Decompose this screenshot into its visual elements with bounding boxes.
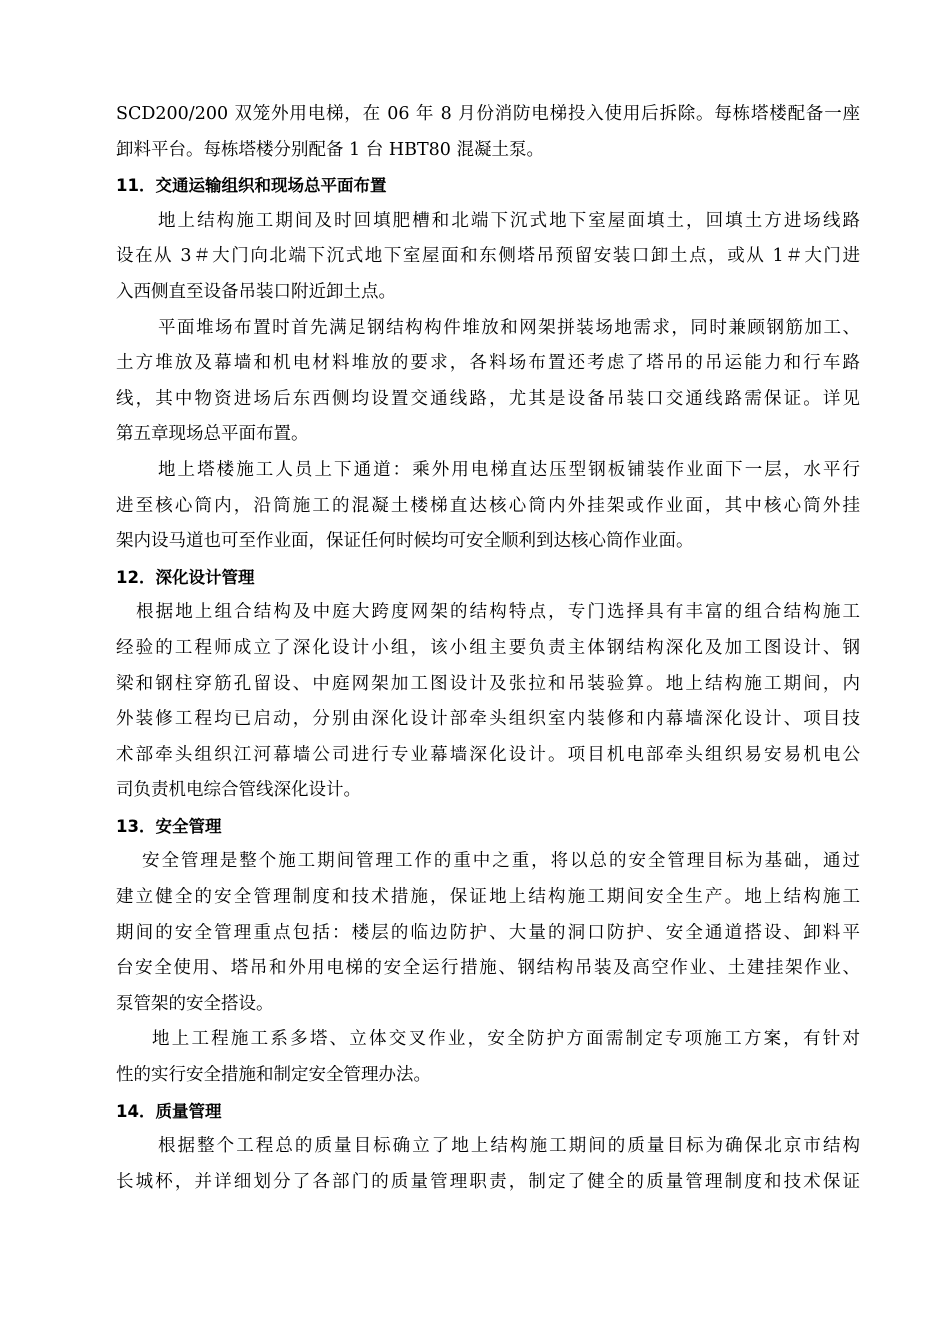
paragraph-line: 性的实行安全措施和制定安全管理办法。 <box>116 1065 431 1086</box>
paragraph-line: 建立健全的安全管理制度和技术措施，保证地上结构施工期间安全生产。地上结构施工 <box>116 887 860 908</box>
paragraph <box>116 311 860 453</box>
paragraph-line: 线，其中物资进场后东西侧均设置交通线路，尤其是设备吊装口交通线路需保证。详见 <box>116 388 860 409</box>
paragraph-line: 根据整个工程总的质量目标确立了地上结构施工期间的质量目标为确保北京市结构 <box>158 1136 860 1157</box>
paragraph-line: 梁和钢柱穿筋孔留设、中庭网架加工图设计及张拉和吊装验算。地上结构施工期间，内 <box>116 673 860 694</box>
paragraph-line: 卸料平台。每栋塔楼分别配备 1 台 HBT80 混凝土泵。 <box>116 139 544 160</box>
paragraph <box>116 97 860 168</box>
paragraph-line: 地上工程施工系多塔、立体交叉作业，安全防护方面需制定专项施工方案，有针对 <box>152 1029 860 1050</box>
paragraph-line: 术部牵头组织江河幕墙公司进行专业幕墙深化设计。项目机电部牵头组织易安易机电公 <box>116 744 860 765</box>
paragraph-line: SCD200/200 双笼外用电梯，在 06 年 8 月份消防电梯投入使用后拆除。每栋塔楼配备一座 <box>116 104 860 124</box>
paragraph-line: 土方堆放及幕墙和机电材料堆放的要求，各料场布置还考虑了塔吊的吊运能力和行车路 <box>116 353 860 374</box>
section-heading: 12．深化设计管理 <box>116 567 255 587</box>
paragraph-line: 期间的安全管理重点包括：楼层的临边防护、大量的洞口防护、安全通道搭设、卸料平 <box>116 922 860 943</box>
section-heading: 11．交通运输组织和现场总平面布置 <box>116 176 387 196</box>
paragraph <box>116 1129 860 1200</box>
paragraph <box>116 453 860 560</box>
paragraph-line: 外装修工程均已启动，分别由深化设计部牵头组织室内装修和内幕墙深化设计、项目技 <box>116 709 860 730</box>
paragraph-line: 安全管理是整个施工期间管理工作的重中之重，将以总的安全管理目标为基础，通过 <box>142 851 860 872</box>
paragraph-line: 地上塔楼施工人员上下通道：乘外用电梯直达压型钢板铺装作业面下一层，水平行 <box>158 459 860 480</box>
paragraph-line: 第五章现场总平面布置。 <box>116 424 309 445</box>
paragraph-line: 设在从 3＃大门向北端下沉式地下室屋面和东侧塔吊预留安装口卸土点，或从 1＃大门进 <box>116 246 860 267</box>
paragraph-line: 平面堆场布置时首先满足钢结构构件堆放和网架拼装场地需求，同时兼顾钢筋加工、 <box>158 317 860 338</box>
paragraph-line: 架内设马道也可至作业面，保证任何时候均可安全顺利到达核心筒作业面。 <box>116 531 694 552</box>
paragraph-line: 根据地上组合结构及中庭大跨度网架的结构特点，专门选择具有丰富的组合结构施工 <box>136 602 860 623</box>
paragraph-line: 经验的工程师成立了深化设计小组，该小组主要负责主体钢结构深化及加工图设计、钢 <box>116 637 860 658</box>
paragraph-line: 入西侧直至设备吊装口附近卸土点。 <box>116 281 396 302</box>
paragraph <box>116 204 860 311</box>
paragraph-line: 司负责机电综合管线深化设计。 <box>116 780 361 801</box>
paragraph <box>116 595 860 809</box>
paragraph <box>116 1022 860 1093</box>
paragraph-line: 地上结构施工期间及时回填肥槽和北端下沉式地下室屋面填土，回填土方进场线路 <box>158 210 860 231</box>
paragraph-line: 进至核心筒内，沿筒施工的混凝土楼梯直达核心筒内外挂架或作业面，其中核心筒外挂 <box>116 495 860 516</box>
section-heading: 14．质量管理 <box>116 1101 222 1121</box>
document-body <box>116 97 860 1200</box>
section-heading: 13．安全管理 <box>116 816 222 836</box>
paragraph-line: 台安全使用、塔吊和外用电梯的安全运行措施、钢结构吊装及高空作业、土建挂架作业、 <box>116 958 860 979</box>
paragraph-line: 长城杯，并详细划分了各部门的质量管理职责，制定了健全的质量管理制度和技术保证 <box>116 1171 860 1192</box>
paragraph-line: 泵管架的安全搭设。 <box>116 993 274 1014</box>
paragraph <box>116 844 860 1022</box>
